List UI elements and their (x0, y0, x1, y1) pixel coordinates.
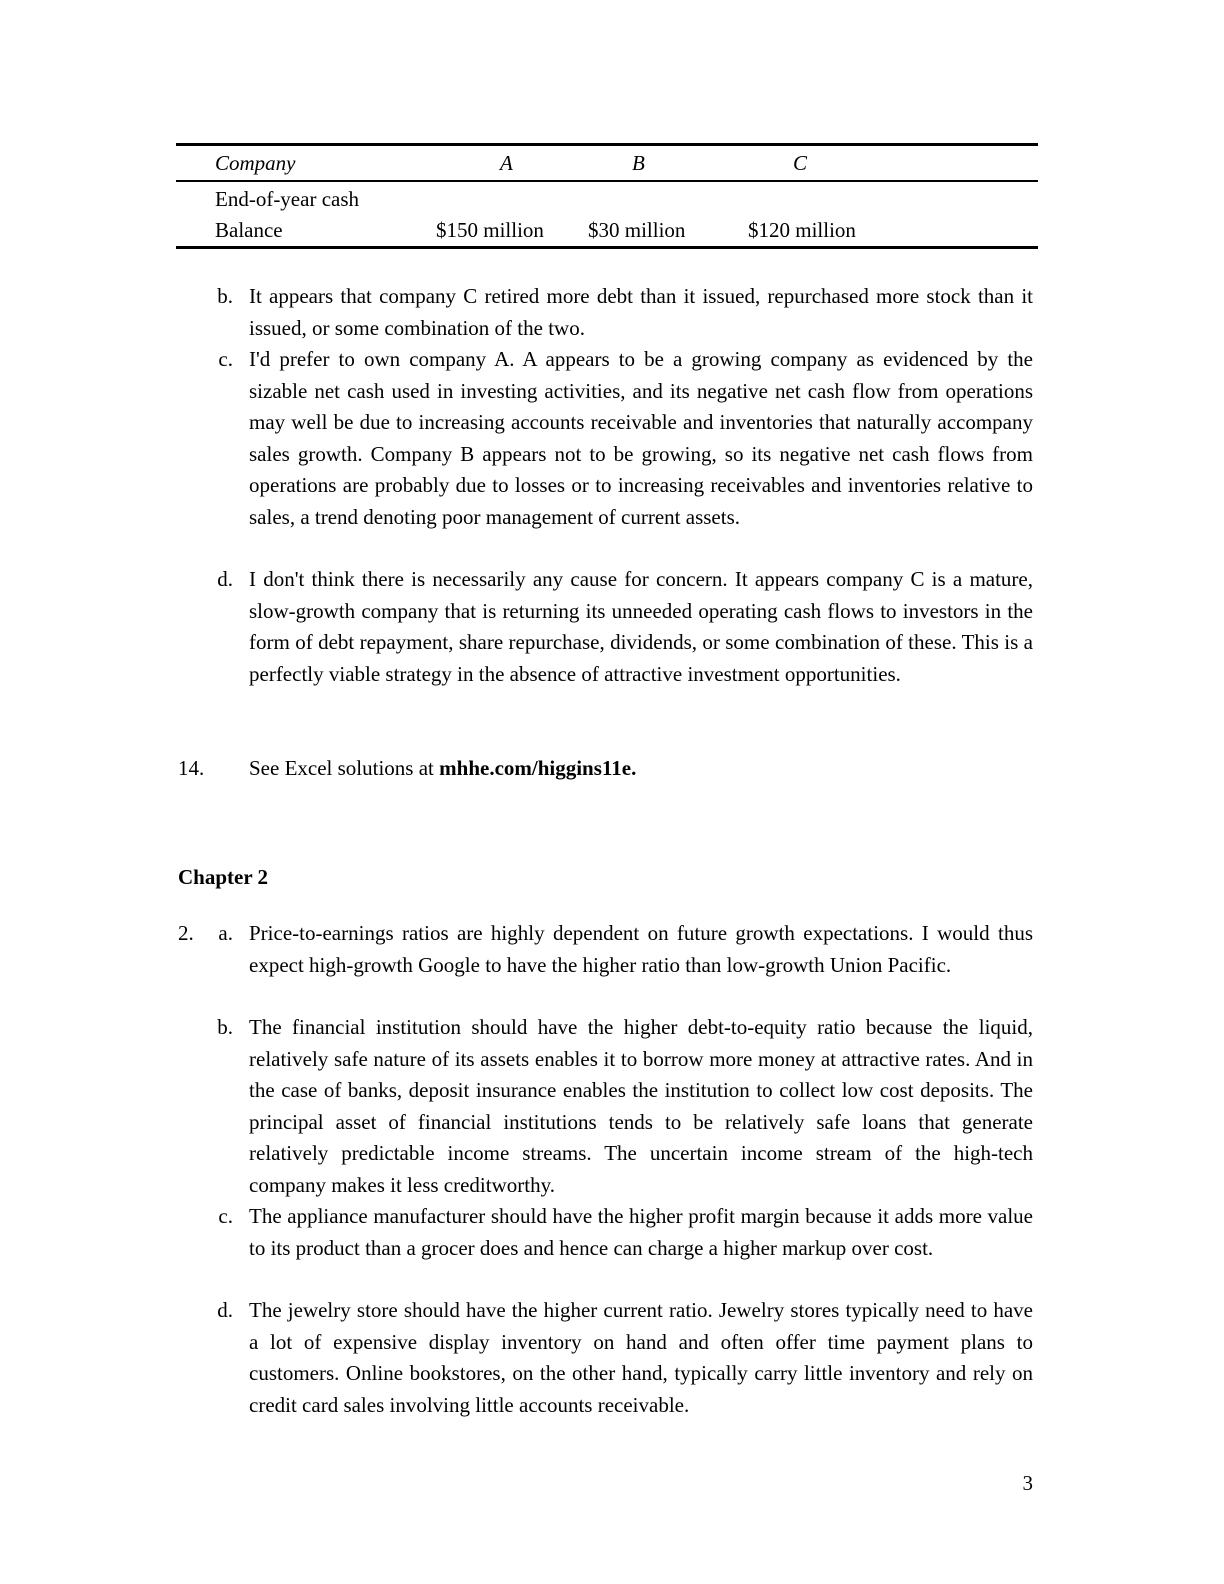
question-number: 14. (178, 756, 205, 780)
item-text: I'd prefer to own company A. A appears to be a growing company as evidenced by the sizable net cash used in investing activities, and its negative net cash flow from operations may well be due to increasing accounts receivable and inventories that naturally accompany sales growth. Company B appears not to be growing, so its negative net cash flows from operations are probably due to losses or to increasing receivables and inventories relative to sales, a trend denoting poor management of current assets. (249, 347, 1033, 529)
item-marker: b. (217, 1015, 233, 1039)
item-marker: c. (218, 1204, 233, 1228)
question-number: 2. (178, 921, 194, 945)
question-text-prefix: See Excel solutions at (249, 756, 440, 780)
item-text: The appliance manufacturer should have the higher profit margin because it adds more value to its product than a grocer does and hence can charge a higher markup over cost. (249, 1204, 1033, 1260)
item-text: I don't think there is necessarily any cause for concern. It appears company C is a mature, slow-growth company that is returning its unneeded operating cash flows to investors in the form of debt repayment, share repurchase, dividends, or some combination of these. This is a perfectly viable strategy in the absence of attractive investment opportunities. (249, 567, 1033, 686)
item-marker: c. (218, 347, 233, 371)
header-c: C (793, 151, 808, 175)
cash-balance-table (176, 143, 1038, 249)
item-text: It appears that company C retired more debt than it issued, repurchased more stock than it issued, or some combination of the two. (249, 284, 1033, 340)
row-label: Balance (215, 218, 283, 242)
value-a: $150 million (436, 218, 544, 242)
table-header-row (176, 146, 1038, 180)
solutions-link[interactable]: mhhe.com/higgins11e. (439, 756, 637, 780)
page-number: 3 (1022, 1471, 1033, 1495)
value-c: $120 million (748, 218, 856, 242)
chapter-heading: Chapter 2 (178, 865, 269, 889)
question-text (249, 753, 1033, 785)
item-text: The jewelry store should have the higher current ratio. Jewelry stores typically need to have a lot of expensive display inventory on hand and often offer time payment plans to customers. Online bookstores, on the other hand, typically carry little inventory and rely on credit card sales involving little accounts receivable. (249, 1298, 1033, 1417)
value-b: $30 million (588, 218, 686, 242)
header-b: B (632, 151, 645, 175)
item-marker: d. (217, 1298, 233, 1322)
header-company: Company (215, 151, 296, 175)
header-a: A (500, 151, 513, 175)
item-text: Price-to-earnings ratios are highly dependent on future growth expectations. I would thus expect high-growth Google to have the higher ratio than low-growth Union Pacific. (249, 921, 1033, 977)
table-row (176, 182, 1038, 213)
table-row (176, 213, 1038, 244)
item-text: The financial institution should have the higher debt-to-equity ratio because the liquid, relatively safe nature of its assets enables it to borrow more money at attractive rates. And in the case of banks, deposit insurance enables the institution to collect low cost deposits. The principal asset of financial institutions tends to be relatively safe loans that generate relatively predictable income streams. The uncertain income stream of the high-tech company makes it less creditworthy. (249, 1015, 1033, 1197)
row-label: End-of-year cash (215, 187, 360, 211)
item-marker: d. (217, 567, 233, 591)
item-marker: a. (218, 921, 233, 945)
item-marker: b. (217, 284, 233, 308)
